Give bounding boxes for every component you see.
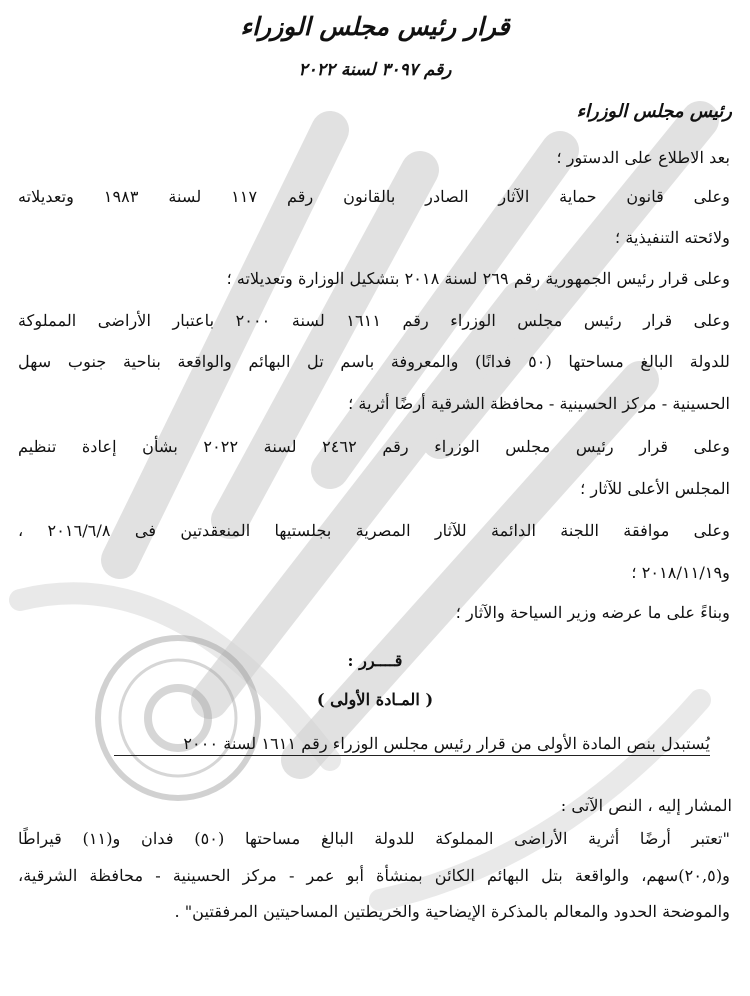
article-line: يُستبدل بنص المادة الأولى من قرار رئيس مجلس الوزراء رقم ١٦١١ لسنة ٢٠٠٠: [114, 734, 710, 756]
preamble-line: المجلس الأعلى للآثار ؛: [580, 479, 730, 498]
preamble-line: وعلى قانون حماية الآثار الصادر بالقانون رقم ١١٧ لسنة ١٩٨٣ وتعديلاته: [18, 187, 730, 206]
decision-label: قــــرر :: [347, 651, 403, 670]
document-title: قرار رئيس مجلس الوزراء: [240, 12, 510, 41]
article-line: "تعتبر أرضًا أثرية الأراضى المملوكة للدولة البالغ مساحتها (٥٠) فدان و(١١) قيراطًا: [18, 829, 730, 848]
article-line: المشار إليه ، النص الآتى :: [560, 796, 732, 815]
article-label: ( المـادة الأولى ): [316, 690, 434, 709]
preamble-line: وبناءً على ما عرضه وزير السياحة والآثار ؛: [455, 603, 730, 622]
preamble-line: وعلى قرار رئيس مجلس الوزراء رقم ١٦١١ لسنة ٢٠٠٠ باعتبار الأراضى المملوكة: [18, 311, 731, 330]
preamble-line: ولائحته التنفيذية ؛: [615, 228, 730, 247]
preamble-line: الحسينية - مركز الحسينية - محافظة الشرقية أرضًا أثرية ؛: [348, 394, 730, 413]
preamble-line: وعلى قرار رئيس الجمهورية رقم ٢٦٩ لسنة ٢٠١٨ بتشكيل الوزارة وتعديلاته ؛: [226, 269, 730, 288]
preamble-line: وعلى موافقة اللجنة الدائمة للآثار المصرية بجلستيها المنعقدتين فى ٢٠١٦/٦/٨ ،: [18, 521, 731, 540]
preamble-line: و٢٠١٨/١١/١٩ ؛: [631, 563, 730, 582]
section-heading: رئيس مجلس الوزراء: [576, 101, 732, 122]
document-subtitle: رقم ٣٠٩٧ لسنة ٢٠٢٢: [298, 60, 452, 80]
preamble-line: للدولة البالغ مساحتها (٥٠ فدانًا) والمعروفة باسم تل البهائم والواقعة بناحية جنوب سهل: [18, 352, 730, 371]
preamble-line: بعد الاطلاع على الدستور ؛: [556, 148, 730, 167]
article-line: والموضحة الحدود والمعالم بالمذكرة الإيضاحية والخريطتين المساحيتين المرفقتين" .: [174, 902, 730, 921]
preamble-line: وعلى قرار رئيس مجلس الوزراء رقم ٢٤٦٢ لسنة ٢٠٢٢ بشأن إعادة تنظيم: [18, 437, 730, 456]
article-line: و(٢٠,٥)سهم، والواقعة بتل البهائم الكائن بمنشأة أبو عمر - مركز الحسينية - محافظة الشرقية،: [18, 866, 730, 885]
